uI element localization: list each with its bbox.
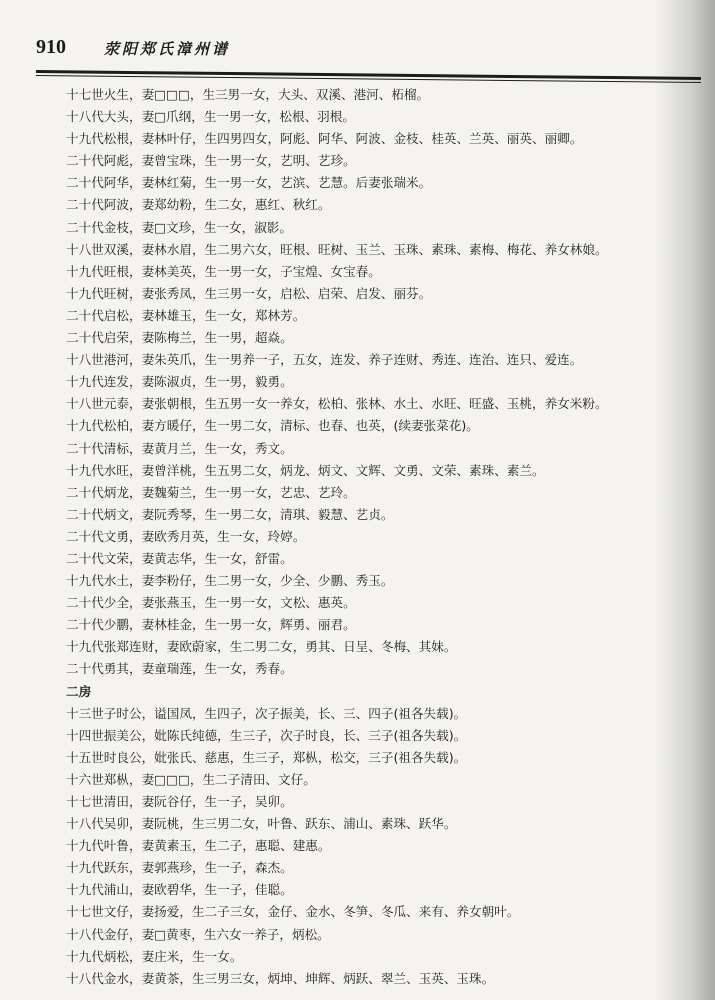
genealogy-line: 十八代金水，妻黄茶，生三男三女，炳坤、坤辉、炳跃、翠兰、玉英、玉珠。: [66, 970, 495, 986]
genealogy-line: 二十代阿彪，妻曾宝珠，生一男一女，艺明、艺珍。: [66, 153, 356, 169]
genealogy-line: 十七世文仔，妻扬爱，生二子三女，金仔、金水、冬笋、冬瓜、来有、养女朝叶。: [66, 904, 520, 920]
genealogy-line: 十八世港河，妻朱英爪，生一男养一子，五女，连发、养子连财、秀连、连治、连只、爱连。: [66, 352, 583, 368]
genealogy-line: 二十代清标，妻黄月兰，生一女，秀文。: [66, 440, 293, 456]
genealogy-line: 十八世双溪，妻林水眉，生二男六女，旺根、旺树、玉兰、玉珠、素珠、素梅、梅花、养女林娘。: [66, 241, 608, 257]
genealogy-line: 十九代松柏，妻方暖仔，生一男二女，清标、也春、也英，(续妻张菜花)。: [66, 418, 479, 434]
page-header: [36, 34, 696, 68]
genealogy-line: 十九代旺树，妻张秀凤，生三男一女，启松、启荣、启发、丽芬。: [66, 285, 432, 301]
genealogy-line: 二十代启荣，妻陈梅兰，生一男，超焱。: [66, 330, 293, 346]
genealogy-line: 二十代金枝，妻□文珍，生一女，淑影。: [66, 219, 292, 235]
genealogy-line: 二十代少鹏，妻林桂金，生一男一女，辉勇、丽君。: [66, 617, 356, 633]
genealogy-line: 二十代文荣，妻黄志华，生一女，舒雷。: [66, 550, 293, 566]
genealogy-line: 十七世火生，妻□□□，生三男一女，大头、双溪、港河、柘榴。: [66, 87, 430, 102]
genealogy-line: 二十代少全，妻张燕玉，生一男一女，文松、惠英。: [66, 595, 356, 611]
genealogy-line: 十七世清田，妻阮谷仔，生一子，吴卯。: [66, 794, 293, 809]
genealogy-line: 二十代启松，妻林雄玉，生一女，郑林芳。: [66, 307, 306, 323]
genealogy-line: 十九代张郑连财，妻欧蔚家，生二男二女，勇其、日呈、冬梅、其妹。: [66, 639, 457, 655]
genealogy-line: 十九代炳松，妻庄米，生一女。: [66, 948, 243, 964]
genealogy-line: 二十代炳龙，妻魏菊兰，生一男一女，艺忠、艺玲。: [66, 484, 356, 500]
genealogy-line: 二十代勇其，妻童瑞莲，生一女，秀春。: [66, 661, 293, 677]
genealogy-line: 十八代吴卯，妻阮桃，生三男二女，叶鲁、跃东、浦山、素珠、跃华。: [66, 816, 457, 832]
genealogy-line: 十九代连发，妻陈淑贞，生一男，毅勇。: [66, 374, 293, 390]
genealogy-line: 十八世元泰，妻张朝根，生五男一女一养女，松柏、张林、水土、水旺、旺盛、玉桃，养女米粉。: [66, 396, 608, 412]
genealogy-line: 十九代浦山，妻欧碧华，生一子，佳聪。: [66, 882, 293, 898]
genealogy-line: 二十代文勇，妻欧秀月英，生一女，玲婷。: [66, 528, 306, 544]
genealogy-line: 十九代叶鲁，妻黄素玉，生二子，惠聪、建惠。: [66, 838, 331, 854]
genealogy-line: 十九代旺根，妻林美英，生一男一女，子宝煌、女宝春。: [66, 263, 381, 279]
genealogy-line: 十六世郑枞，妻□□□，生二子清田、文仔。: [66, 771, 316, 787]
genealogy-line: 十五世时良公，妣张氏、慈惠，生三子，郑枞，松交，三子(祖各失载)。: [66, 749, 467, 765]
genealogy-line: 二十代阿华，妻林红菊，生一男一女，艺滨、艺慧。后妻张瑞米。: [66, 175, 432, 191]
genealogy-line: 十八代金仔，妻□黄枣，生六女一养子，炳松。: [66, 926, 330, 942]
page-number: 910: [36, 36, 66, 58]
genealogy-line: 二十代阿波，妻郑幼粉，生二女，惠红、秋红。: [66, 197, 331, 213]
section-heading: 二房: [66, 683, 92, 699]
running-title: 荥阳郑氏漳州谱: [104, 40, 231, 58]
genealogy-line: 十三世子时公，谥国凤，生四子，次子振美，长、三、四子(祖各失载)。: [66, 705, 467, 721]
genealogy-line: 二十代炳文，妻阮秀琴，生一男二女，清琪、毅慧、艺贞。: [66, 506, 394, 522]
genealogy-line: 十九代跃东，妻郭燕珍，生一子，森杰。: [66, 860, 293, 876]
genealogy-line: 十四世振美公，妣陈氏纯德，生三子，次子时良，长、三子(祖各失载)。: [66, 727, 467, 743]
genealogy-line: 十九代水土，妻李粉仔，生二男一女，少全、少鹏、秀玉。: [66, 573, 394, 589]
genealogy-line: 十八代大头，妻□爪纲，生一男一女，松根、羽根。: [66, 109, 355, 125]
genealogy-text: [66, 84, 702, 990]
genealogy-line: 十九代水旺，妻曾洋桃，生五男二女，炳龙、炳文、文辉、文勇、文荣、素珠、素兰。: [66, 462, 545, 478]
genealogy-line: 十九代松根，妻林叶仔，生四男四女，阿彪、阿华、阿波、金枝、桂英、兰英、丽英、丽卿。: [66, 131, 583, 147]
